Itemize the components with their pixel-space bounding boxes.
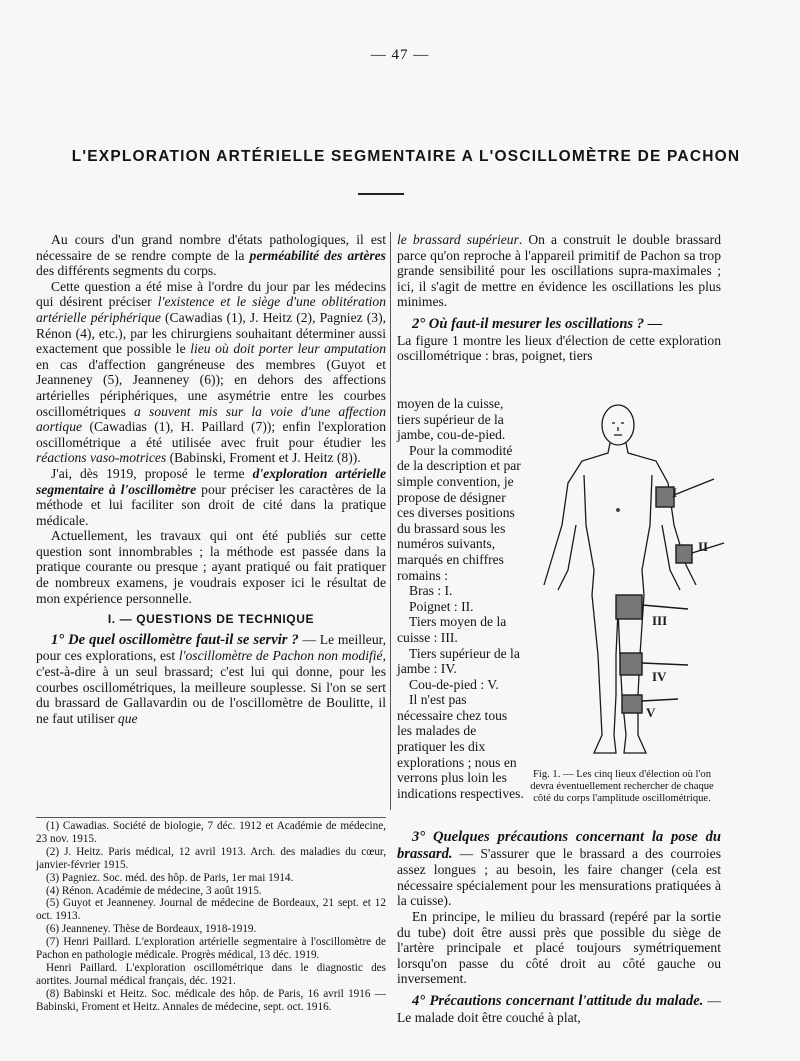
footnote: (8) Babinski et Heitz. Soc. médicale des hôp. de Paris, 16 avril 1916 — Babinski, Froment et Heitz. Annales de médecine, sept. oct. 1916. (36, 987, 386, 1013)
subheading: 1° De quel oscillomètre faut-il se servir ? (51, 631, 299, 648)
footnotes (36, 820, 386, 1014)
paragraph (397, 316, 721, 333)
body-figure (528, 395, 728, 765)
cuff-label: III (652, 613, 668, 628)
text: — Le malade doit être couché à plat, (397, 992, 722, 1025)
footnote: (4) Rénon. Académie de médecine, 3 août 1915. (46, 884, 262, 897)
subheading: 2° Où faut-il mesurer les oscillations ? — (412, 315, 663, 332)
text: pour préciser les caractères de la méthode et lui faciliter son droit de cité dans la pratique médicale. (36, 481, 386, 528)
text-line: Cou-de-pied : V. (409, 676, 499, 692)
emphasis: réactions vaso-motrices (36, 450, 167, 466)
text-line: tiers supérieur de la jambe, cou-de-pied. (397, 411, 506, 443)
right-column-top (397, 232, 721, 364)
footnote-separator (36, 817, 386, 818)
cuff-IV (620, 653, 642, 675)
paragraph (36, 632, 386, 727)
emphasis: d'exploration artérielle segmentaire à l'oscillomètre (36, 465, 386, 497)
cuff-tubes (642, 479, 724, 701)
text-line: Il n'est pas nécessaire chez tous les malades de pratiquer les dix explorations ; nous en verrons plus loin les indications respectives. (397, 692, 524, 801)
article-title: L'EXPLORATION ARTÉRIELLE SEGMENTAIRE A L'OSCILLOMÈTRE DE PACHON (71, 148, 741, 165)
paragraph: Actuellement, les travaux qui ont été publiés sur cette question sont innombrables ; la méthode est passée dans la pratique courante ou presque ; ayant pratiqué ou fait pratiquer de nombreux examens, je voudrais exposer ici le résultat de mon expérience personnelle. (36, 528, 386, 606)
emphasis: perméabilité des artères (249, 247, 386, 263)
emphasis: l'existence et le siège d'une oblitération artérielle périphérique (36, 294, 386, 325)
navel (617, 509, 619, 511)
text-line: Tiers supérieur de la jambe : IV. (397, 645, 520, 677)
emphasis: le brassard supérieur (397, 232, 519, 247)
torso-sides (584, 475, 652, 595)
text: Au cours d'un grand nombre d'états pathologiques, il est nécessaire de se rendre compte de la (36, 232, 386, 263)
section-heading: I. — QUESTIONS DE TECHNIQUE (107, 612, 315, 627)
text: — Le meilleur, pour ces explorations, est (36, 631, 386, 664)
footnote: (6) Jeanneney. Thèse de Bordeaux, 1918-1919. (46, 923, 257, 936)
paragraph (397, 829, 721, 909)
paragraph (397, 232, 721, 310)
inner-arms (558, 525, 680, 590)
text-line: Poignet : II. (409, 598, 474, 614)
footnote: (3) Pagniez. Soc. méd. des hôp. de Paris, 1er mai 1914. (46, 871, 294, 884)
paragraph (36, 466, 386, 528)
text: (Babinski, Froment et J. Heitz (8)). (166, 450, 361, 466)
torso-arms (544, 443, 696, 585)
emphasis: lieu où doit porter leur amputation (190, 341, 386, 357)
text: , c'est-à-dire à un seul brassard; c'est lui qui donne, pour les courbes oscillométriques, la meilleure souplesse. Si l'on se sert du brassard de Gallavardin ou de l'oscillomètre de Boulitte, il ne faut utiliser (36, 648, 386, 726)
right-column-bottom (397, 829, 721, 1025)
text: . On a construit le double brassard parce qu'on reproche à l'appareil primitif de Pachon sa trop grande sensibilité pour les oscillations supra-maximales ; ici, il s'agit de mettre en évidence les oscillations les plus minimes. (397, 232, 721, 310)
subheading: 4° Précautions concernant l'attitude du malade. (412, 992, 704, 1009)
footnote: (1) Cawadias. Société de biologie, 7 déc. 1912 et Académie de médecine, 23 nov. 1915. (36, 820, 386, 845)
emphasis: a souvent mis sur la voie d'une affection aortique (36, 403, 386, 435)
text-line: Bras : I. (409, 583, 453, 599)
text: en cas d'affection gangréneuse des membres (Guyot et Jeanneney (5), Jeanneney (6)); en dehors des affections artérielles périphériques, une asymétrie entre les courbes oscillométriques (36, 356, 386, 419)
paragraph (36, 279, 386, 466)
text: J'ai, dès 1919, proposé le terme (51, 465, 253, 481)
cuff-II (676, 545, 692, 563)
text: (Cawadias (1), H. Paillard (7)); enfin l'exploration oscillométrique a été utilisée avec fruit pour étudier les (36, 419, 386, 450)
text-line: Pour la commodité de la description et par simple convention, je propose de désigner ces diverses positions du brassard sous les numéros suivants, marqués en chiffres romains : (397, 442, 521, 583)
cuff-III (616, 595, 642, 619)
subheading: 3° Quelques précautions concernant la pose du brassard. (397, 829, 721, 862)
cuff-label: I (672, 485, 678, 500)
emphasis: que (117, 710, 138, 726)
face (612, 423, 624, 435)
text: (Cawadias (1), J. Heitz (2), Pagniez (3), Rénon (4), etc.), par les chirurgiens souhaitant déterminer aussi exactement que possible le (36, 309, 386, 357)
cuff-label: II (698, 539, 709, 554)
cuff-label: V (646, 705, 656, 720)
figure-side-text (397, 396, 524, 801)
text-line: Tiers moyen de la cuisse : III. (397, 614, 507, 645)
paragraph: En principe, le milieu du brassard (repéré par la sortie du tube) doit être aussi près que possible du siège de l'artère principale et placé toujours symétriquement lorsqu'on passe du côté droit au côté gauche ou inversement. (397, 908, 721, 987)
footnote: (5) Guyot et Jeanneney. Journal de médecine de Bordeaux, 21 sept. et 12 oct. 1913. (36, 897, 386, 923)
emphasis: l'oscillomètre de Pachon non modifié (178, 648, 383, 664)
cuff-V (622, 695, 642, 713)
paragraph (397, 993, 721, 1025)
figure-caption: Fig. 1. — Les cinq lieux d'élection où l'on devra éventuellement rechercher de chaque côté du corps l'amplitude oscillométrique. (530, 769, 714, 805)
paragraph (36, 232, 386, 279)
head (602, 405, 634, 445)
cuff-label: IV (652, 669, 667, 684)
text: — S'assurer que le brassard a des courroies assez longues ; au besoin, les faire changer (cela est nécessaire spécialement pour les mensurations pratiquées à la cuisse). (397, 845, 721, 909)
page-number: — 47 — (370, 47, 430, 63)
text: des différents segments du corps. (36, 263, 217, 279)
column-divider (390, 232, 391, 810)
title-rule (358, 193, 404, 195)
footnote: (7) Henri Paillard. L'exploration artérielle segmentaire à l'oscillomètre de Pachon en pathologie médicale. Progrès médical, 13 déc. 1919. (36, 936, 386, 962)
left-column (36, 232, 386, 726)
paragraph: La figure 1 montre les lieux d'élection de cette exploration oscillométrique : bras, poignet, tiers (397, 332, 721, 364)
footnote: (2) J. Heitz. Paris médical, 12 avril 1913. Arch. des maladies du cœur, janvier-février 1915. (36, 845, 386, 871)
footnote: Henri Paillard. L'exploration oscillométrique dans le diagnostic des aortites. Journal médical français, déc. 1921. (36, 961, 386, 987)
text-line: moyen de la cuisse, (397, 396, 504, 411)
text: Cette question a été mise à l'ordre du jour par les médecins qui désirent préciser (36, 278, 386, 310)
